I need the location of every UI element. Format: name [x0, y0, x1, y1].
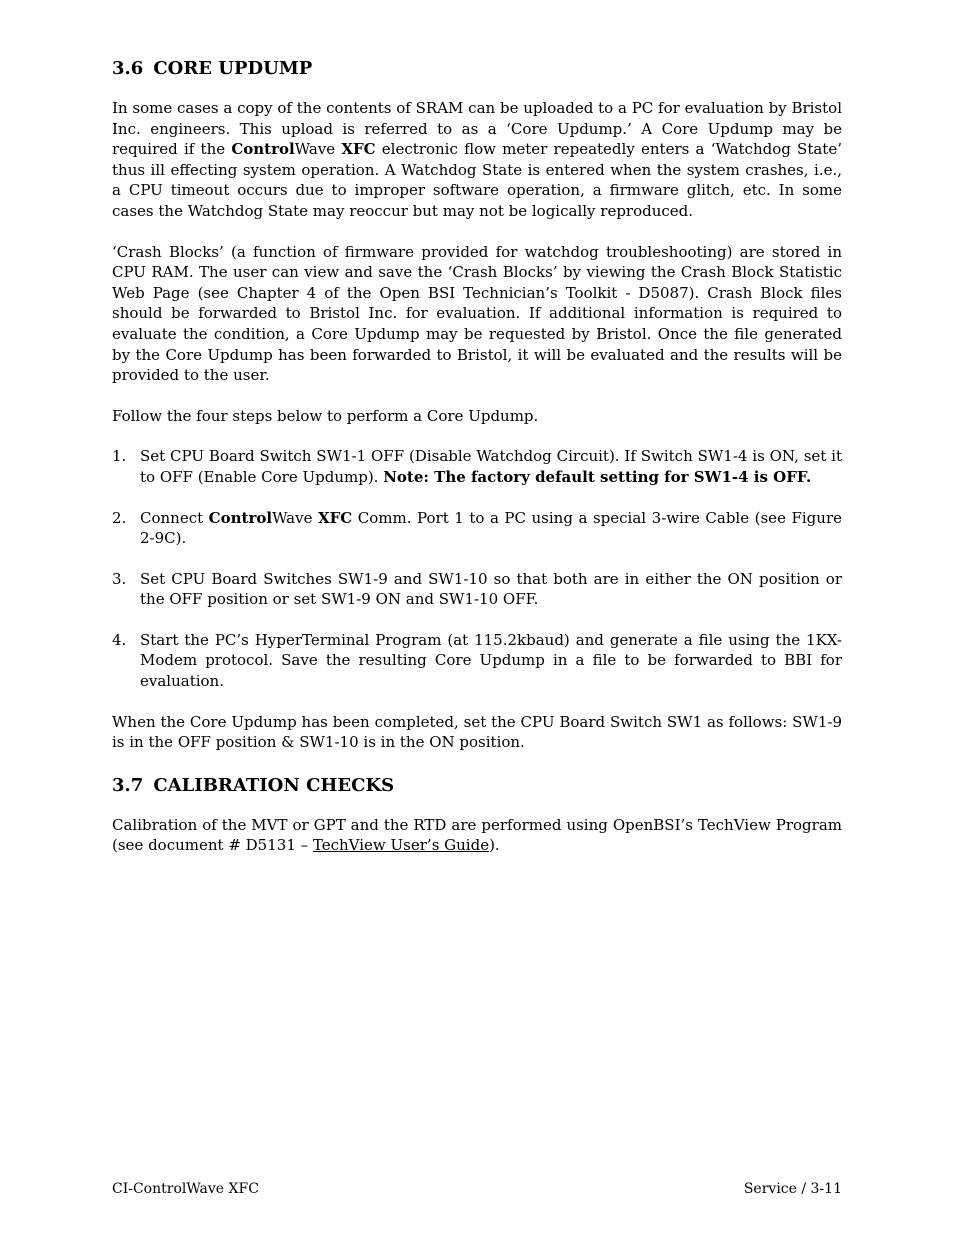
list-marker: 3.: [112, 569, 127, 588]
section-title: CALIBRATION CHECKS: [153, 774, 395, 796]
step-text: Connect: [140, 508, 209, 527]
paragraph-core-updump-intro: [112, 98, 842, 222]
model-name: XFC: [318, 508, 353, 527]
list-marker: 2.: [112, 508, 127, 527]
brand-plain: Wave: [272, 508, 313, 527]
text-run: ).: [489, 836, 500, 855]
steps-list: [112, 446, 842, 691]
list-item: [112, 569, 842, 610]
brand-plain: Wave: [294, 140, 336, 159]
list-item: [112, 446, 842, 487]
paragraph-crash-blocks: ‘Crash Blocks’ (a function of firmware provided for watchdog troubleshooting) are stored in CPU RAM. The user can view and save the ‘Crash Blocks’ by viewing the Crash Block Statistic Web Page (see Chapter 4 of the Open BSI Technician’s Toolkit - D5087). Crash Block files should be forwarded to Bristol Inc. for evaluation. If additional information is required to evaluate the condition, a Core Updump may be requested by Bristol. Once the file generated by the Core Updump has been forwarded to Bristol, it will be evaluated and the results will be provided to the user.: [112, 242, 842, 385]
step-text: Start the PC’s HyperTerminal Program (at 115.2kbaud) and generate a file using the 1KX-Modem protocol. Save the resulting Core Updump in a file to be forwarded to BBI for evaluation.: [140, 630, 842, 691]
page-footer: [112, 1180, 842, 1198]
section-number: 3.7: [112, 774, 144, 796]
list-marker: 4.: [112, 630, 127, 649]
doc-reference-link[interactable]: TechView User’s Guide: [312, 836, 490, 855]
text-run: Calibration of the MVT or GPT and the RTD are performed using OpenBSI’s TechView Program (see document # D5131 –: [112, 815, 842, 855]
step-text: Comm. Port 1 to a PC using a special 3-wire Cable (see Figure 2-9C).: [140, 508, 842, 548]
step-text: Set CPU Board Switches SW1-9 and SW1-10 so that both are in either the ON position or the OFF position or set SW1-9 ON and SW1-10 OFF.: [140, 569, 842, 609]
section-title: CORE UPDUMP: [153, 58, 313, 79]
brand-bold: Control: [208, 508, 273, 527]
page-body: [112, 56, 842, 856]
list-item: [112, 630, 842, 692]
model-name: XFC: [341, 140, 376, 159]
list-item: [112, 508, 842, 549]
text-run: electronic flow meter repeatedly enters a ‘Watchdog State’ thus ill effecting system operation. A Watchdog State is entered when the system crashes, i.e., a CPU timeout occurs due to improper software operation, a firmware glitch, etc. In some cases the Watchdog State may reoccur but may not be logically reproduced.: [112, 140, 842, 220]
paragraph-calibration: [112, 815, 842, 856]
footer-doc-title: CI-ControlWave XFC: [112, 1181, 259, 1197]
list-marker: 1.: [112, 447, 127, 466]
footer-page-number: Service / 3-11: [743, 1181, 842, 1197]
brand-bold: Control: [231, 140, 295, 159]
paragraph-completion: When the Core Updump has been completed, set the CPU Board Switch SW1 as follows: SW1-9 is in the OFF position & SW1-10 is in the ON position.: [112, 712, 842, 752]
step-text: Set CPU Board Switch SW1-1 OFF (Disable Watchdog Circuit). If Switch SW1-4 is ON, set it to OFF (Enable Core Updump).: [140, 447, 842, 486]
paragraph-steps-intro: Follow the four steps below to perform a Core Updump.: [112, 406, 539, 425]
section-heading-3-6: [112, 56, 842, 82]
section-heading-3-7: [112, 773, 842, 799]
step-note: Note: The factory default setting for SW1-4 is OFF.: [383, 467, 812, 486]
section-number: 3.6: [112, 58, 144, 79]
text-run: In some cases a copy of the contents of SRAM can be uploaded to a PC for evaluation by Bristol Inc. engineers. This upload is referred to as a ‘Core Updump.’ A Core Updump may be required if the: [112, 99, 842, 159]
